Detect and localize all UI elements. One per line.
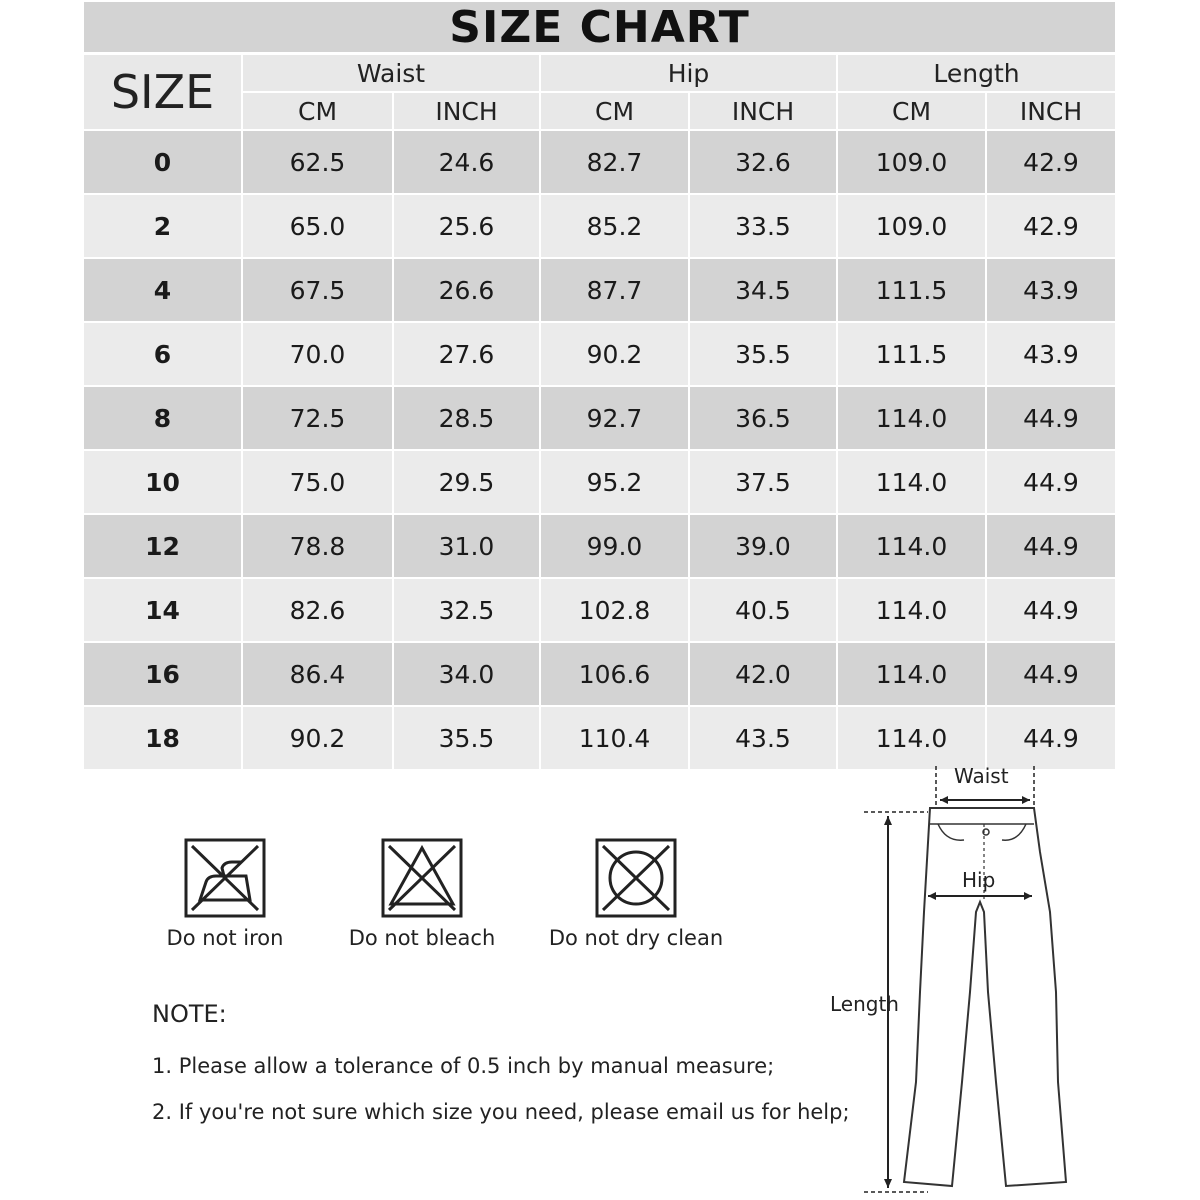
size-column-header: SIZE	[84, 54, 242, 131]
flare-jeans-icon	[820, 762, 1120, 1200]
table-cell: 44.9	[986, 450, 1115, 514]
do-not-iron-icon	[184, 838, 266, 918]
note-line: 2. If you're not sure which size you need, please email us for help;	[152, 1100, 850, 1124]
table-cell: 78.8	[242, 514, 393, 578]
care-item-iron	[135, 838, 315, 950]
table-cell: 43.9	[986, 322, 1115, 386]
measurement-diagram	[820, 762, 1120, 1200]
table-cell: 33.5	[689, 194, 837, 258]
size-cell: 18	[84, 706, 242, 769]
table-cell: 67.5	[242, 258, 393, 322]
table-row	[84, 450, 1115, 514]
size-cell: 10	[84, 450, 242, 514]
table-row	[84, 322, 1115, 386]
table-cell: 40.5	[689, 578, 837, 642]
table-cell: 114.0	[837, 450, 986, 514]
care-label-iron: Do not iron	[166, 926, 284, 950]
table-cell: 43.5	[689, 706, 837, 769]
table-cell: 87.7	[540, 258, 689, 322]
table-cell: 114.0	[837, 642, 986, 706]
table-row	[84, 514, 1115, 578]
table-cell: 34.5	[689, 258, 837, 322]
table-cell: 44.9	[986, 386, 1115, 450]
table-cell: 109.0	[837, 194, 986, 258]
table-cell: 42.0	[689, 642, 837, 706]
do-not-dry-clean-icon	[595, 838, 677, 918]
care-item-bleach	[332, 838, 512, 950]
table-cell: 85.2	[540, 194, 689, 258]
waist-inch-header: INCH	[393, 92, 540, 130]
table-cell: 70.0	[242, 322, 393, 386]
table-row	[84, 578, 1115, 642]
size-cell: 12	[84, 514, 242, 578]
table-cell: 65.0	[242, 194, 393, 258]
hip-cm-header: CM	[540, 92, 689, 130]
size-cell: 6	[84, 322, 242, 386]
size-cell: 16	[84, 642, 242, 706]
table-row	[84, 642, 1115, 706]
waist-label: Waist	[954, 764, 1009, 788]
size-cell: 14	[84, 578, 242, 642]
waist-cm-header: CM	[242, 92, 393, 130]
length-inch-header: INCH	[986, 92, 1115, 130]
table-cell: 43.9	[986, 258, 1115, 322]
table-cell: 82.6	[242, 578, 393, 642]
table-cell: 99.0	[540, 514, 689, 578]
table-cell: 35.5	[393, 706, 540, 769]
table-cell: 44.9	[986, 642, 1115, 706]
do-not-bleach-icon	[381, 838, 463, 918]
table-cell: 75.0	[242, 450, 393, 514]
table-cell: 102.8	[540, 578, 689, 642]
table-cell: 92.7	[540, 386, 689, 450]
size-chart	[84, 2, 1115, 769]
table-cell: 36.5	[689, 386, 837, 450]
size-cell: 2	[84, 194, 242, 258]
table-cell: 110.4	[540, 706, 689, 769]
table-cell: 114.0	[837, 514, 986, 578]
note-line: 1. Please allow a tolerance of 0.5 inch by manual measure;	[152, 1054, 775, 1078]
table-cell: 90.2	[540, 322, 689, 386]
size-cell: 8	[84, 386, 242, 450]
notes-section	[152, 1000, 850, 1146]
table-row	[84, 386, 1115, 450]
care-label-dry-clean: Do not dry clean	[548, 926, 724, 950]
table-cell: 25.6	[393, 194, 540, 258]
notes-title: NOTE:	[152, 1000, 227, 1028]
hip-group-header: Hip	[540, 54, 837, 93]
table-cell: 106.6	[540, 642, 689, 706]
table-cell: 29.5	[393, 450, 540, 514]
table-row	[84, 258, 1115, 322]
table-cell: 27.6	[393, 322, 540, 386]
table-cell: 24.6	[393, 130, 540, 194]
table-cell: 35.5	[689, 322, 837, 386]
table-cell: 37.5	[689, 450, 837, 514]
hip-label: Hip	[962, 868, 996, 892]
table-cell: 86.4	[242, 642, 393, 706]
care-label-bleach: Do not bleach	[348, 926, 496, 950]
table-cell: 95.2	[540, 450, 689, 514]
chart-title: SIZE CHART	[84, 2, 1115, 52]
table-cell: 44.9	[986, 578, 1115, 642]
table-cell: 28.5	[393, 386, 540, 450]
table-cell: 114.0	[837, 578, 986, 642]
table-cell: 90.2	[242, 706, 393, 769]
table-cell: 44.9	[986, 706, 1115, 769]
length-group-header: Length	[837, 54, 1115, 93]
table-cell: 42.9	[986, 130, 1115, 194]
table-cell: 26.6	[393, 258, 540, 322]
table-cell: 114.0	[837, 386, 986, 450]
table-cell: 44.9	[986, 514, 1115, 578]
table-cell: 111.5	[837, 258, 986, 322]
table-cell: 32.6	[689, 130, 837, 194]
table-row	[84, 130, 1115, 194]
table-cell: 82.7	[540, 130, 689, 194]
size-cell: 0	[84, 130, 242, 194]
table-cell: 39.0	[689, 514, 837, 578]
table-cell: 72.5	[242, 386, 393, 450]
waist-group-header: Waist	[242, 54, 540, 93]
table-cell: 109.0	[837, 130, 986, 194]
table-cell: 34.0	[393, 642, 540, 706]
table-cell: 114.0	[837, 706, 986, 769]
table-cell: 62.5	[242, 130, 393, 194]
length-label: Length	[830, 992, 899, 1016]
hip-inch-header: INCH	[689, 92, 837, 130]
size-cell: 4	[84, 258, 242, 322]
table-cell: 32.5	[393, 578, 540, 642]
table-cell: 111.5	[837, 322, 986, 386]
table-cell: 31.0	[393, 514, 540, 578]
table-row	[84, 194, 1115, 258]
length-cm-header: CM	[837, 92, 986, 130]
table-row	[84, 706, 1115, 769]
table-cell: 42.9	[986, 194, 1115, 258]
care-item-dry-clean	[546, 838, 726, 950]
size-table	[84, 52, 1115, 769]
